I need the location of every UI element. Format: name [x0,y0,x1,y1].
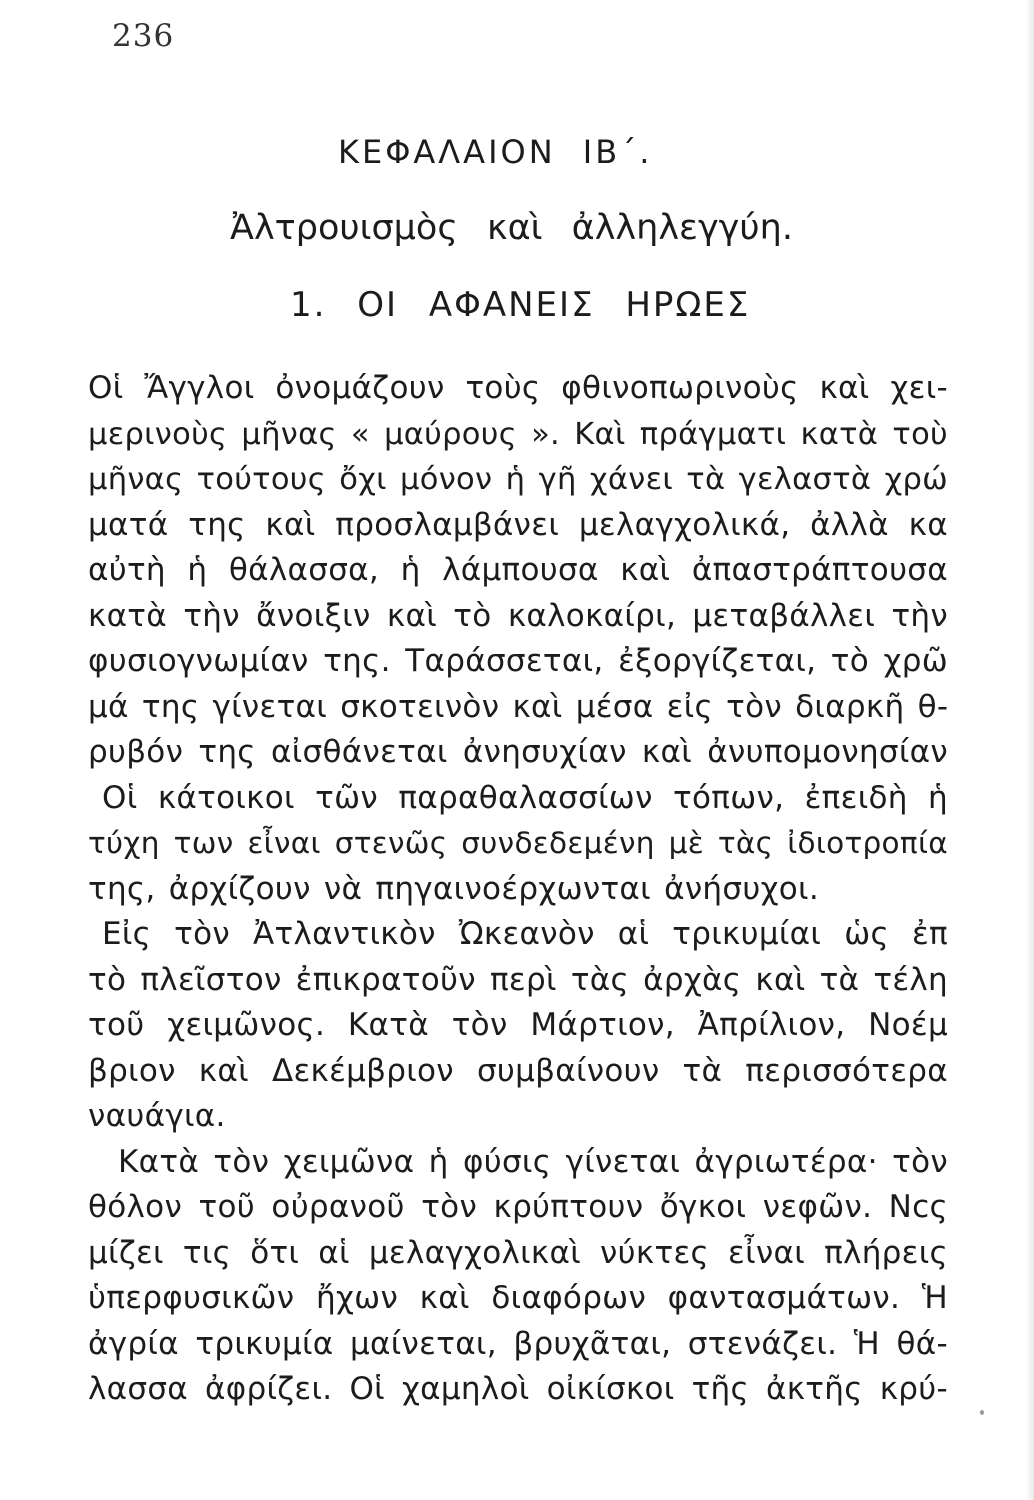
chapter-subtitle: Ἀλτρουισμὸς καὶ ἀλληλεγγύη. [230,208,793,248]
page-edge-shadow [1026,0,1034,1500]
text-line: τύχη των εἶναι στενῶς συνδεδεμένη μὲ τὰς ἰδιοτροπία [88,826,948,860]
text-line: ὑπερφυσικῶν ἤχων καὶ διαφόρων φαντασμάτων. Ἡ [88,1280,948,1316]
text-line: κατὰ τὴν ἄνοιξιν καὶ τὸ καλοκαίρι, μεταβάλλει τὴν [88,597,948,634]
text-line: Οἱ κάτοικοι τῶν παραθαλασσίων τόπων, ἐπειδὴ ἡ [102,779,948,816]
text-line: ρυβόν της αἰσθάνεται ἀνησυχίαν καὶ ἀνυπομονησίαν [88,734,948,770]
text-line: της, ἀρχίζουν νὰ πηγαινοέρχωνται ἀνήσυχοι. [88,870,819,907]
text-line: ναυάγια. [88,1098,226,1134]
section-heading: 1. ΟΙ ΑΦΑΝΕΙΣ ΗΡΩΕΣ [290,285,751,325]
text-line: τοῦ χειμῶνος. Κατὰ τὸν Μάρτιον, Ἀπρίλιον, Νοέμ [88,1007,948,1043]
text-line: μά της γίνεται σκοτεινὸν καὶ μέσα εἰς τὸν διαρκῆ θ- [88,688,949,725]
text-line: τὸ πλεῖστον ἐπικρατοῦν περὶ τὰς ἀρχὰς καὶ τὰ τέλη [88,961,948,998]
body-text [88,366,948,1413]
text-line: Εἰς τὸν Ἀτλαντικὸν Ὠκεανὸν αἱ τρικυμίαι ὡς ἐπ [102,916,948,952]
text-line: Οἱ Ἄγγλοι ὀνομάζουν τοὺς φθινοπωρινοὺς καὶ χει- [88,370,948,406]
page-number: 236 [112,18,175,54]
text-line: μῆνας τούτους ὄχι μόνον ἡ γῆ χάνει τὰ γελαστὰ χρώ [88,462,948,497]
text-line: θόλον τοῦ οὐρανοῦ τὸν κρύπτουν ὄγκοι νεφῶν. Νcς [88,1189,948,1225]
text-line: βριον καὶ Δεκέμβριον συμβαίνουν τὰ περισσότερα [88,1052,948,1089]
chapter-heading: ΚΕΦΑΛΑΙΟΝ ΙΒ΄. [338,133,653,171]
text-line: μερινοὺς μῆνας « μαύρους ». Καὶ πράγματι κατὰ τοὺ [88,416,948,452]
text-line: Κατὰ τὸν χειμῶνα ἡ φύσις γίνεται ἀγριωτέρα· τὸν [118,1143,948,1180]
text-line: λασσα ἀφρίζει. Οἱ χαμηλοὶ οἰκίσκοι τῆς ἀκτῆς κρύ- [88,1371,948,1407]
text-line: ἀγρία τρικυμία μαίνεται, βρυχᾶται, στενάζει. Ἡ θά- [88,1325,948,1362]
text-line: φυσιογνωμίαν της. Ταράσσεται, ἐξοργίζεται, τὸ χρῶ [88,643,948,679]
paper-speck [980,1410,984,1415]
text-line: μίζει τις ὅτι αἱ μελαγχολικαὶ νύκτες εἶναι πλήρεις [88,1234,948,1271]
text-line: ματά της καὶ προσλαμβάνει μελαγχολικά, ἀλλὰ κα [88,506,948,543]
text-line: αὐτὴ ἡ θάλασσα, ἡ λάμπουσα καὶ ἀπαστράπτουσα [88,552,948,588]
